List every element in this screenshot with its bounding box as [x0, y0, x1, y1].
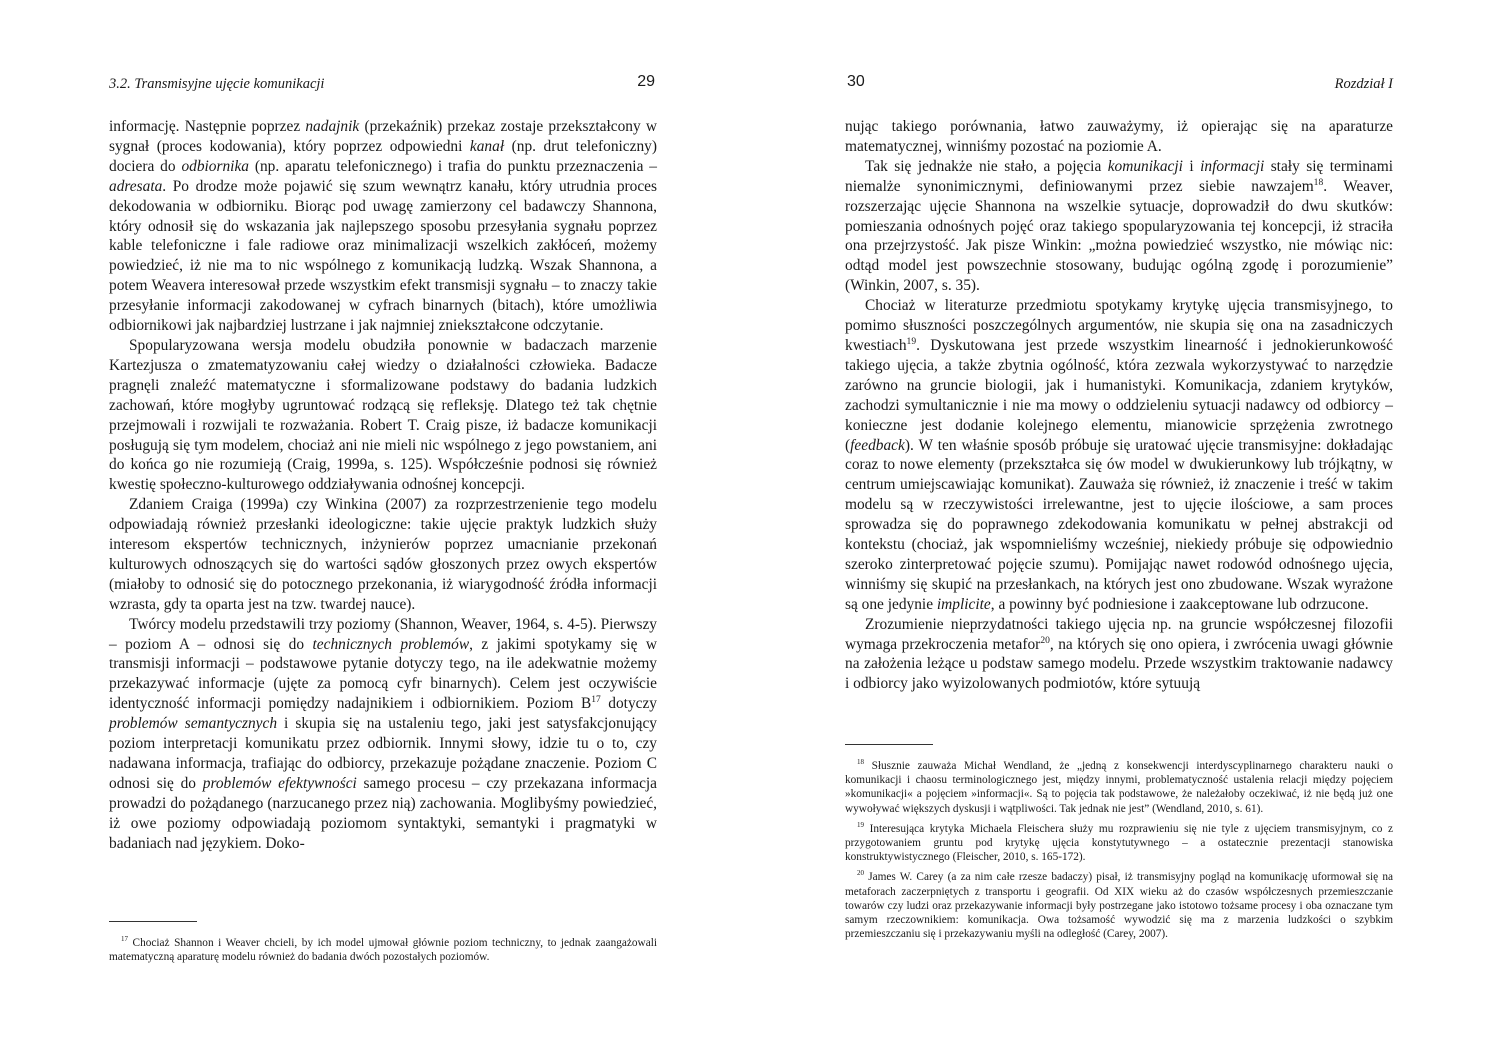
text-run: dotyczy: [600, 695, 657, 713]
paragraph: [845, 615, 1393, 695]
paragraph: [845, 157, 1393, 296]
left-footnotes: [109, 936, 657, 970]
text-run: Chociaż w literaturze przedmiotu spotykamy krytykę ujęcia transmisyjnego, to pomimo słuszności poszczególnych argumentów, nie skupia się ona na zasadniczych kwestiach: [845, 297, 1393, 354]
footnote-mark: 18: [857, 758, 864, 767]
right-footnotes: [845, 759, 1393, 947]
right-running-head: [845, 73, 1393, 96]
text-run: informację. Następnie poprzez: [109, 118, 306, 135]
paragraph: [845, 296, 1393, 615]
text-run: . Weaver, rozszerzając ujęcie Shannona na wszelkie sytuacje, doprowadził do dwu skutków: pomieszania odnośnych pojęć oraz takiego spopularyzowania tej koncepcji, iż straciła ona przejrzystość. Jak pisze Winkin: „można powiedzieć wszystko, nie mówiąc nic: odtąd model jest powszechnie stosowany, budując ogólną zgodę i porozumienie” (Winkin, 2007, s. 35).: [845, 177, 1393, 295]
emphasis-text: implicite: [936, 595, 991, 613]
paragraph: [109, 117, 657, 336]
footnote-text: Chociaż Shannon i Weaver chcieli, by ich model ujmował głównie poziom techniczny, to jednak zaangażowali matematyczną aparaturę modelu również do badania dwóch pozostałych poziomów.: [109, 937, 657, 964]
text-run: Zrozumienie nieprzydatności takiego ujęcia np. na gruncie współczesnej filozofii wymaga przekroczenia metafor: [845, 615, 1393, 653]
right-body-text: [845, 117, 1393, 694]
text-run: nując takiego porównania, łatwo zauważymy, iż opierając się na aparaturze matematycznej, winniśmy pozostać na poziomie A.: [845, 118, 1393, 155]
footnote-reference: 19: [906, 335, 917, 347]
text-run: (przekaźnik) przekaz zostaje przekształcony w sygnał (proces kodowania), który poprzez odpowiedni: [109, 118, 657, 155]
text-run: i skupia się na ustaleniu tego, jaki jest satysfakcjonujący poziom interpretacji komunikatu przez odbiornik. Innymi słowy, idzie tu o to, czy nadawana informacja, trafiając do odbiorcy, przekazuje pożądane znaczenie. Poziom C odnosi się do: [109, 715, 657, 792]
left-running-head: [109, 73, 657, 96]
text-run: . Po drodze może pojawić się szum wewnątrz kanału, który utrudnia proces dekodowania w odbiorniku. Biorąc pod uwagę zamierzony cel badawczy Shannona, który odnosił się do wskazania jak najlepszego sposobu przesyłania sygnału poprzez kable telefoniczne i fale radiowe oraz minimalizacji wszelkich zakłóceń, możemy powiedzieć, iż nie ma to nic wspólnego z komunikacją ludzką. Wszak Shannona, a potem Weavera interesował przede wszystkim efekt transmisji sygnału – to znaczy takie przesyłanie informacji zakodowanej w cyfrach binarnych (bitach), które umożliwia odbiornikowi jak najbardziej lustrzane i jak najmniej zniekształcone odczytanie.: [109, 177, 657, 335]
paragraph: [109, 495, 657, 614]
text-run: i: [1182, 157, 1201, 175]
footnote-reference: 18: [1313, 176, 1324, 188]
footnote: [845, 822, 1393, 865]
footnote-text: James W. Carey (a za nim całe rzesze badaczy) pisał, iż transmisyjny pogląd na komunikację uformował się na metaforach zaczerpniętych z transportu i geografii. Od XIX wieku aż do czasów współczesnych przemieszczanie towarów czy ludzi oraz przekazywanie informacji były postrzegane jako istotowo tożsame procesy i oba oznaczane tym samym rzeczownikiem: komunikacja. Owa tożsamość wywodzić się ma z marzenia ludzkości o szybkim przemieszczaniu się i przekazywaniu myśli na odległość (Carey, 2007).: [845, 871, 1394, 941]
page-number: 30: [847, 73, 865, 90]
running-title: Rozdział I: [1334, 76, 1393, 92]
emphasis-text: odbiornika: [181, 157, 249, 175]
text-run: , z jakimi spotykamy się w transmisji informacji – podstawowe pytanie dotyczy tego, na ile adekwatnie możemy przekazywać informacje (ujęte za pomocą cyfr binarnych). Celem jest oczywiście identyczność informacji pomiędzy nadajnikiem i odbiornikiem. Poziom B: [109, 635, 657, 713]
footnote-mark: 20: [857, 869, 864, 878]
emphasis-text: adresata: [109, 177, 163, 195]
text-run: (np. aparatu telefonicznego) i trafia do punktu przeznaczenia –: [248, 157, 657, 175]
footnote-mark: 17: [121, 935, 128, 944]
paragraph: [845, 117, 1393, 157]
footnote: [845, 759, 1393, 816]
footnote: [109, 936, 657, 964]
footnote-rule: [109, 921, 197, 922]
emphasis-text: feedback: [850, 436, 905, 454]
footnote-reference: 17: [591, 694, 601, 706]
text-run: Zdaniem Craiga (1999a) czy Winkina (2007) za rozprzestrzenienie tego modelu odpowiadają również przesłanki ideologiczne: takie ujęcie praktyk ludzkich służy interesom ekspertów technicznych, inżynierów poprzez umacnianie przekonań kulturowych odnoszących się do wartości sądów głoszonych przez owych ekspertów (miałoby to odnosić się do potocznego przekonania, iż wiarygodność źródła informacji wzrasta, gdy ta oparta jest na tzw. twardej nauce).: [109, 496, 657, 613]
text-run: Twórcy modelu przedstawili trzy poziomy (Shannon, Weaver, 1964, s. 4-5). Pierwszy – poziom A – odnosi się do: [109, 615, 657, 653]
footnote-text: Słusznie zauważa Michał Wendland, że „jedną z konsekwencji interdyscyplinarnego charakteru nauki o komunikacji i chaosu terminologicznego jest, między innymi, problematyczność ustalenia relacji między pojęciem »komunikacji« a pojęciem »informacji«. Są to pojęcia tak podstawowe, że należałoby oczekiwać, iż nie będą już one wywoływać większych dyskusji i wątpliwości. Tak jednak nie jest” (Wendland, 2010, s. 61).: [845, 760, 1393, 815]
text-run: (np. drut telefoniczny) dociera do: [109, 137, 657, 175]
emphasis-text: komunikacji: [1107, 157, 1183, 175]
emphasis-text: problemów efektywności: [202, 774, 357, 792]
text-run: ). W ten właśnie sposób próbuje się uratować ujęcie transmisyjne: dokładając coraz to nowe elementy (przekształca się ów model w dwukierunkowy lub trójkątny, w centrum umiejscawiając komunikat). Zauważa się również, iż znaczenie i treść w takim modelu są w rzeczywistości irrelewantne, jest to ujęcie ilościowe, a sam proces sprowadza się do poprawnego zdekodowania komunikatu w pełnej abstrakcji od kontekstu (chociaż, jak wspomnieliśmy wcześniej, niekiedy próbuje się odpowiednio szeroko zinterpretować pojęcie szumu). Pomijając nawet rodowód odnośnego ujęcia, winniśmy się skupić na przesłankach, na których jest ono zbudowane. Wszak wyrażone są one jedynie: [845, 436, 1393, 613]
footnote-reference: 20: [1040, 634, 1050, 646]
text-run: Spopularyzowana wersja modelu obudziła ponownie w badaczach marzenie Kartezjusza o zmatematyzowaniu całej wiedzy o działalności człowieka. Badacze pragnęli znaleźć matematyczne i sformalizowane podstawy do badania ludzkich zachowań, które mogłyby ugruntować rodzącą się refleksję. Dlatego też tak chętnie przejmowali i rozwijali te rozważania. Robert T. Craig pisze, iż badacze komunikacji posługują się tym modelem, chociaż ani nie mieli nic wspólnego z jego powstaniem, ani do końca go nie rozumieją (Craig, 1999a, s. 125). Współcześnie podnosi się również kwestię społeczno-kulturowego oddziaływania odnośnej koncepcji.: [109, 336, 657, 494]
paragraph: [109, 615, 657, 854]
left-body-text: [109, 117, 657, 854]
text-run: Tak się jednakże nie stało, a pojęcia: [865, 157, 1108, 175]
footnote-text: Interesująca krytyka Michaela Fleischera służy mu rozprawieniu się nie tyle z ujęciem transmisyjnym, co z przygotowaniem gruntu pod krytykę ujęcia konstytutywnego – a ostatecznie prezentacji stanowiska konstruktywistycznego (Fleischer, 2010, s. 165-172).: [845, 822, 1393, 864]
text-run: , a powinny być podniesione i zaakceptowane lub odrzucone.: [990, 595, 1369, 613]
emphasis-text: problemów semantycznych: [109, 715, 278, 733]
running-title: 3.2. Transmisyjne ujęcie komunikacji: [109, 76, 325, 92]
emphasis-text: technicznych problemów: [312, 635, 470, 653]
footnote: [845, 870, 1393, 941]
paragraph: [109, 336, 657, 495]
emphasis-text: nadajnik: [305, 118, 360, 135]
footnote-rule: [845, 744, 933, 745]
footnote-mark: 19: [857, 821, 864, 830]
emphasis-text: informacji: [1200, 157, 1265, 175]
text-run: samego procesu – czy przekazana informacja prowadzi do pożądanego (narzucanego przez nią) zachowania. Moglibyśmy powiedzieć, iż owe poziomy odpowiadają poziomom syntaktyki, semantyki i pragmatyki w badaniach nad językiem. Doko-: [109, 774, 658, 852]
text-run: . Dyskutowana jest przede wszystkim linearność i jednokierunkowość takiego ujęcia, a także zbytnia ogólność, która zezwala wykorzystywać to narzędzie zarówno na gruncie biologii, jak i humanistyki. Komunikacja, zdaniem krytyków, zachodzi symultanicznie i nie ma mowy o oddzieleniu sytuacji nadawcy od odbiorcy – konieczne jest dodanie kolejnego elementu, mianowicie sprzężenia zwrotnego (: [845, 336, 1393, 454]
page-number: 29: [637, 73, 655, 90]
emphasis-text: kanał: [469, 137, 505, 155]
text-run: stały się terminami niemalże synonimicznymi, definiowanymi przez siebie nawzajem: [845, 157, 1393, 195]
text-run: , na których się ono opiera, i zwrócenia uwagi głównie na założenia leżące u podstaw samego modelu. Przede wszystkim traktowanie nadawcy i odbiorcy jako wyizolowanych podmiotów, które sytuują: [845, 635, 1393, 693]
